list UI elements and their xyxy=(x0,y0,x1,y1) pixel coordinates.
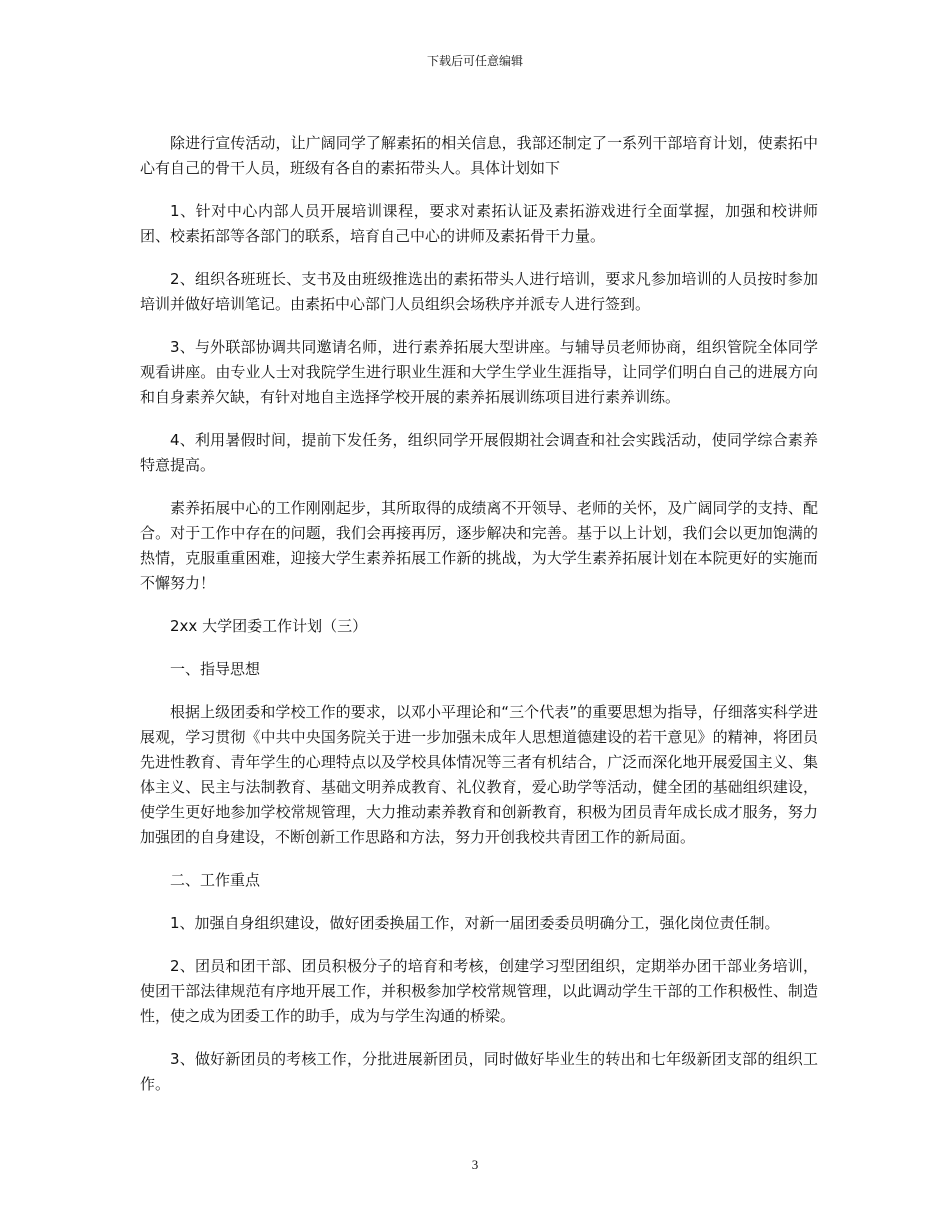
paragraph: 4、利用暑假时间，提前下发任务，组织同学开展假期社会调查和社会实践活动，使同学综合素养特意提高。 xyxy=(140,431,818,474)
paragraph: 3、做好新团员的考核工作，分批进展新团员，同时做好毕业生的转出和七年级新团支部的组织工作。 xyxy=(140,1050,818,1093)
paragraph: 素养拓展中心的工作刚刚起步，其所取得的成绩离不开领导、老师的关怀，及广阔同学的支持、配合。对于工作中存在的问题，我们会再接再厉，逐步解决和完善。基于以上计划，我们会以更加饱满的热情，克服重重困难，迎接大学生素养拓展工作新的挑战，为大学生素养拓展计划在本院更好的实施而不懈努力！ xyxy=(140,499,818,592)
section-heading: 一、指导思想 xyxy=(170,660,261,678)
paragraph: 1、针对中心内部人员开展培训课程，要求对素拓认证及素拓游戏进行全面掌握，加强和校讲师团、校素拓部等各部门的联系，培育自己中心的讲师及素拓骨干力量。 xyxy=(140,202,818,245)
paragraph: 2、组织各班班长、支书及由班级推选出的素拓带头人进行培训，要求凡参加培训的人员按时参加培训并做好培训笔记。由素拓中心部门人员组织会场秩序并派专人进行签到。 xyxy=(140,270,818,313)
paragraph: 除进行宣传活动，让广阔同学了解素拓的相关信息，我部还制定了一系列干部培育计划，使素拓中心有自己的骨干人员，班级有各自的素拓带头人。具体计划如下 xyxy=(140,134,818,177)
paragraph: 3、与外联部协调共同邀请名师，进行素养拓展大型讲座。与辅导员老师协商，组织管院全体同学观看讲座。由专业人士对我院学生进行职业生涯和大学生学业生涯指导，让同学们明白自己的进展方向和自身素养欠缺，有针对地自主选择学校开展的素养拓展训练项目进行素养训练。 xyxy=(140,338,818,406)
section-heading: 二、工作重点 xyxy=(170,871,261,889)
page-header: 下载后可任意编辑 xyxy=(426,54,523,68)
document-body xyxy=(140,131,818,1115)
paragraph: 1、加强自身组织建设，做好团委换届工作，对新一届团委委员明确分工，强化岗位责任制。 xyxy=(170,914,780,932)
paragraph: 根据上级团委和学校工作的要求，以邓小平理论和“三个代表”的重要思想为指导，仔细落实科学进展观，学习贯彻《中共中央国务院关于进一步加强未成年人思想道德建设的若干意见》的精神，将团员先进性教育、青年学生的心理特点以及学校具体情况等三者有机结合，广泛而深化地开展爱国主义、集体主义、民主与法制教育、基础文明养成教育、礼仪教育，爱心助学等活动，健全团的基础组织建设，使学生更好地参加学校常规管理，大力推动素养教育和创新教育，积极为团员青年成长成才服务，努力加强团的自身建设，不断创新工作思路和方法，努力开创我校共青团工作的新局面。 xyxy=(140,703,818,846)
section-title: 2xx 大学团委工作计划（三） xyxy=(170,617,368,635)
paragraph: 2、团员和团干部、团员积极分子的培育和考核，创建学习型团组织，定期举办团干部业务培训，使团干部法律规范有序地开展工作，并积极参加学校常规管理，以此调动学生干部的工作积极性、制造性，使之成为团委工作的助手，成为与学生沟通的桥梁。 xyxy=(140,957,818,1025)
page-number: 3 xyxy=(471,1157,479,1172)
